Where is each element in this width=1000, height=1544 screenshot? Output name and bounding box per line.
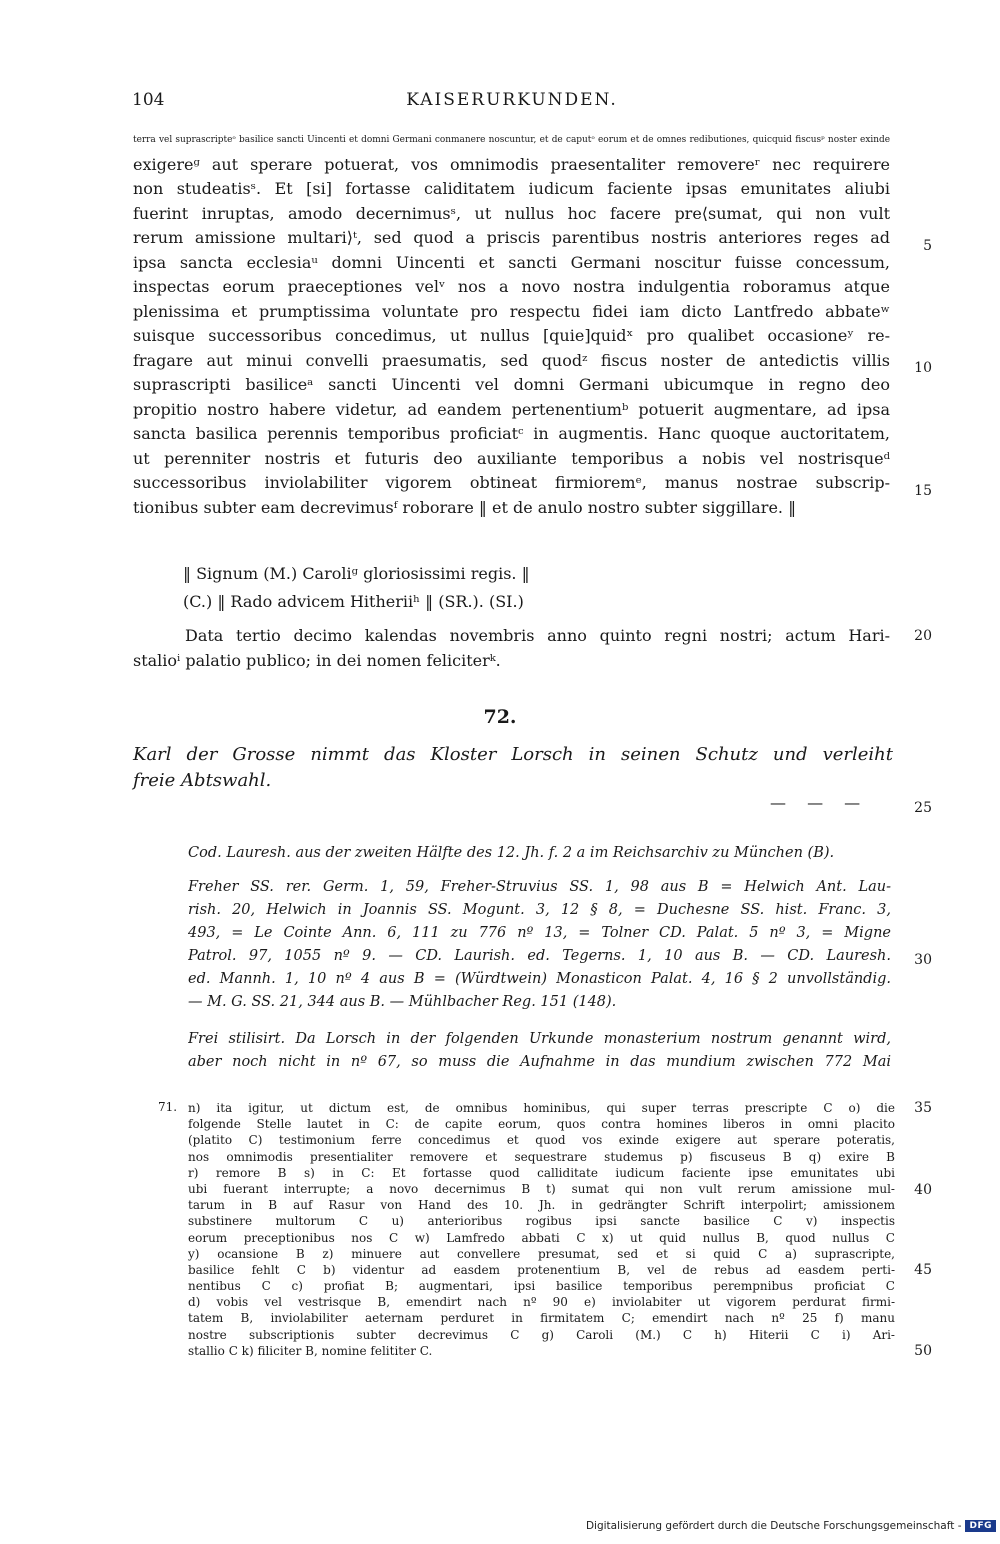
- text-line: suisque successoribus concedimus, ut nullus [quie]quidˣ pro qualibet occasioneʸ re-: [133, 326, 890, 345]
- funding-footer: [586, 1520, 996, 1532]
- line-number: 30: [914, 952, 932, 968]
- line-number: 20: [914, 628, 932, 644]
- line-number: 35: [914, 1100, 932, 1116]
- regest-rubric: [133, 742, 893, 794]
- text-line: fragare aut minui convelli praesumatis, sed quodᶻ fiscus noster de antedictis villis: [133, 350, 890, 370]
- notes-label: 71.: [158, 1100, 178, 1114]
- text-line: sancta basilica perennis temporibus proficiatᶜ in augmentis. Hanc quoque auctoritatem,: [133, 424, 890, 443]
- footer-text: Digitalisierung gefördert durch die Deutsche Forschungsgemeinschaft -: [585, 1520, 962, 1532]
- note-line: n) ita igitur, ut dictum est, de omnibus hominibus, qui super terras prescripte C o) die: [188, 1101, 895, 1115]
- diplomatic-note: [188, 1028, 891, 1074]
- line-number: 45: [914, 1262, 932, 1278]
- note-line: d) vobis vel vestrisque B, emendirt nach nº 90 e) inviolabiter ut vigorem perdurat firmi-: [188, 1295, 895, 1310]
- note-line: tarum in B auf Rasur von Hand des 10. Jh. in gedrängter Schrift interpolirt; amissionem: [188, 1198, 895, 1213]
- text-line: non studeatisˢ. Et [si] fortasse caliditatem iudicum faciente ipsas emunitates aliubi: [133, 179, 890, 198]
- document-number: 72.: [483, 706, 517, 728]
- note-line: nentibus C c) profiat B; augmentari, ipsi basilice temporibus perempnibus proficiat C: [188, 1279, 895, 1294]
- text-line: ipsa sancta ecclesiaᵘ domni Uincenti et sancti Germani noscitur fuisse concessum,: [133, 252, 890, 272]
- text-line: Freher SS. rer. Germ. 1, 59, Freher-Struvius SS. 1, 98 aus B = Helwich Ant. Lau-: [188, 879, 891, 895]
- critical-apparatus: [158, 1100, 895, 1359]
- text-line: 493, = Le Cointe Ann. 6, 111 zu 776 nº 13, = Tolner CD. Palat. 5 nº 3, = Migne: [188, 925, 891, 941]
- text-line: suprascripti basiliceᵃ sancti Uincenti vel domni Germani ubicumque in regno deo: [133, 375, 890, 394]
- rubric-line: freie Abtswahl.: [133, 770, 272, 791]
- page-number: 104: [132, 90, 165, 110]
- text-line: successoribus inviolabiliter vigorem obtineat firmioremᵉ, manus nostrae subscrip-: [133, 473, 890, 492]
- note-line: tatem B, inviolabiliter aeternam perduret in firmitatem C; emendirt nach nº 25 f) manu: [188, 1311, 895, 1326]
- line-number: 5: [923, 238, 932, 254]
- text-line: plenissima et prumptissima voluntate pro respectu fidei iam dicto Lantfredo abbateʷ: [133, 301, 890, 321]
- text-line: Patrol. 97, 1055 nº 9. — CD. Laurish. ed. Tegerns. 1, 10 aus B. — CD. Lauresh.: [188, 948, 891, 964]
- line-number: 50: [914, 1343, 932, 1359]
- note-line: basilice fehlt C b) videntur ad easdem protenentium B, vel de rebus ad easdem perti-: [188, 1262, 895, 1277]
- running-title: KAISERURKUNDEN.: [406, 90, 618, 110]
- recognition-line: (C.) ‖ Rado advicem Hitheriiʰ ‖ (SR.). (SI.): [183, 592, 524, 611]
- text-line: propitio nostro habere videtur, ad eandem pertenentiumᵇ potuerit augmentare, ad ipsa: [133, 399, 890, 419]
- note-line: folgende Stelle lautet in C: de capite eorum, quos contra homines liberos in omni placito: [188, 1117, 895, 1132]
- text-line: terra vel suprascripteᵒ basilice sancti Uincenti et domni Germani conmanere noscuntur, et de caputᵒ eorum et de omnes redibutiones, quicquid fiscusᵖ noster exinde: [133, 135, 890, 145]
- note-line: stallio C k) filiciter B, nomine felititer C.: [188, 1343, 433, 1358]
- note-line: y) ocansione B z) minuere aut convellere presumat, sed et si quid C a) suprascripte,: [188, 1246, 895, 1261]
- line-number: 15: [914, 483, 932, 499]
- line-number: 40: [914, 1182, 932, 1198]
- text-line: Data tertio decimo kalendas novembris anno quinto regni nostri; actum Hari-: [185, 626, 890, 645]
- note-line: eorum preceptionibus nos C w) Lamfredo abbati C x) ut quid nullus B, quod nullus C: [188, 1230, 895, 1245]
- text-line: aber noch nicht in nº 67, so muss die Aufnahme in das mundium zwischen 772 Mai: [188, 1054, 891, 1070]
- text-line: inspectas eorum praeceptiones velᵛ nos a novo nostra indulgentia roboramus atque: [133, 277, 890, 296]
- text-line: exigereᵍ aut sperare potuerat, vos omnimodis praesentaliter removereʳ nec requirere: [133, 154, 890, 174]
- signum-line: ‖ Signum (M.) Caroliᵍ gloriosissimi regis. ‖: [183, 564, 530, 583]
- date-placeholder: — — —: [770, 793, 869, 812]
- note-line: nos omnimodis presentialiter removere et sequestrare studemus p) fiscuseus B q) exire B: [188, 1149, 895, 1164]
- note-line: r) remore B s) in C: Et fortasse quod calliditate iudicum faciente ipse emunitates ubi: [188, 1165, 895, 1180]
- text-line: — M. G. SS. 21, 344 aus B. — Mühlbacher Reg. 151 (148).: [188, 994, 617, 1010]
- text-line: Frei stilisirt. Da Lorsch in der folgenden Urkunde monasterium nostrum genannt wird,: [188, 1031, 891, 1047]
- text-line: ed. Mannh. 1, 10 nº 4 aus B = (Würdtwein) Monasticon Palat. 4, 16 § 2 unvollständig.: [188, 971, 891, 987]
- page-header: [132, 90, 892, 114]
- note-line: ubi fuerant interrupte; a novo decernimus B t) sumat qui non vult rerum amissione mul-: [188, 1181, 895, 1196]
- note-line: nostre subscriptionis subter decrevimus C g) Caroli (M.) C h) Hiterii C i) Ari-: [188, 1327, 895, 1342]
- note-line: (platito C) testimonium ferre concedimus et quod vos exinde exigere aut sperare poteratis,: [188, 1133, 895, 1148]
- text-line: rish. 20, Helwich in Joannis SS. Mogunt. 3, 12 § 8, = Duchesne SS. hist. Franc. 3,: [188, 902, 891, 918]
- dfg-logo: DFG: [965, 1520, 996, 1532]
- note-line: substinere multorum C u) anterioribus rogibus ipsi sancte basilice C v) inspectis: [188, 1214, 895, 1229]
- text-line: fuerint inruptas, amodo decernimusˢ, ut nullus hoc facere pre⟨sumat, qui non vult: [133, 203, 890, 223]
- text-line: stalioⁱ palatio publico; in dei nomen feliciterᵏ.: [133, 650, 501, 670]
- editions-note: [188, 876, 891, 1014]
- line-number: 10: [914, 360, 932, 376]
- line-number: 25: [914, 800, 932, 816]
- text-line: rerum amissione multari⟩ᵗ, sed quod a priscis parentibus nostris anteriores reges ad: [133, 228, 890, 247]
- charter-text: [133, 128, 890, 520]
- text-line: tionibus subter eam decrevimusᶠ roborare ‖ et de anulo nostro subter siggillare. ‖: [133, 497, 797, 517]
- dating-clause: [133, 624, 890, 673]
- text-line: Cod. Lauresh. aus der zweiten Hälfte des 12. Jh. f. 2 a im Reichsarchiv zu München (B).: [188, 845, 835, 861]
- text-line: ut perenniter nostris et futuris deo auxiliante temporibus a nobis vel nostrisqueᵈ: [133, 448, 890, 468]
- manuscript-note: [188, 842, 891, 865]
- rubric-line: Karl der Grosse nimmt das Kloster Lorsch in seinen Schutz und verleiht: [133, 744, 893, 765]
